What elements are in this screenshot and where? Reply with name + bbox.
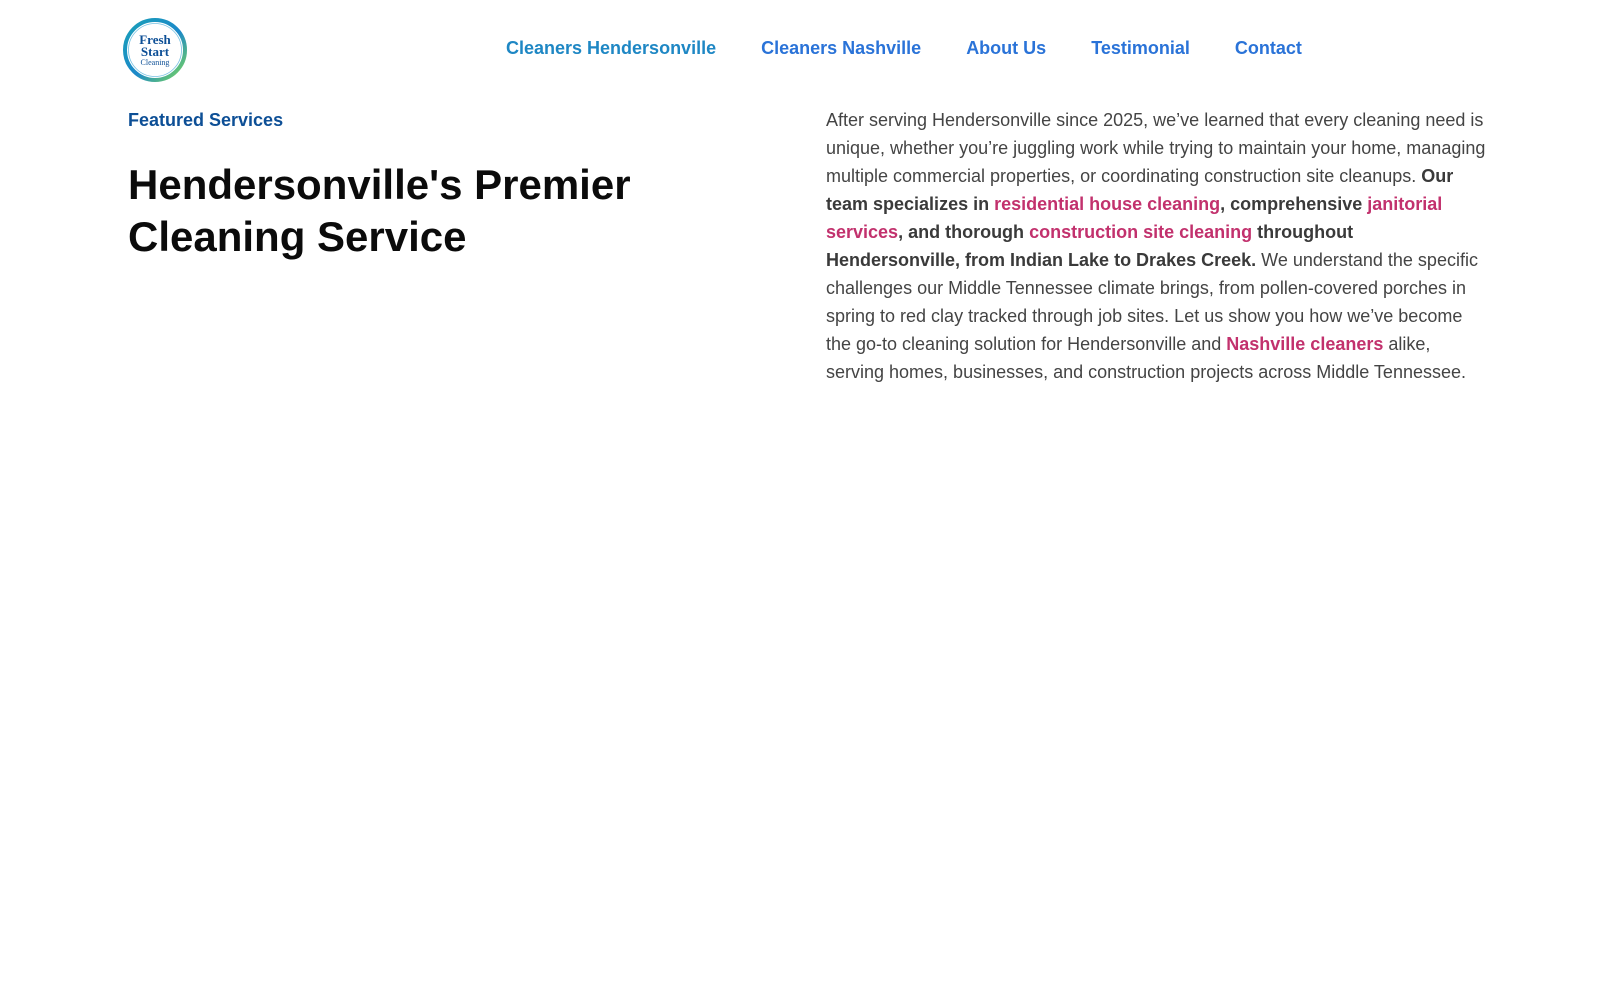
logo-text-line3: Cleaning	[140, 58, 170, 67]
specialties-connector-1: , comprehensive	[1220, 194, 1368, 214]
page-title-line2: Cleaning Service	[128, 213, 467, 260]
intro-text: After serving Hendersonville since 2025, we’ve learned that every cleaning need is unique, whether you’re juggling work while trying to maintain your home, managing multiple commercial properties, or coordinating construction site cleanups.	[826, 110, 1486, 186]
services-description	[826, 106, 1486, 386]
main-nav	[506, 36, 1302, 60]
nav-item	[761, 36, 921, 60]
page-title	[128, 159, 748, 263]
site-logo[interactable]	[122, 17, 188, 83]
logo-text-line2: Start	[140, 44, 170, 59]
nav-item	[1235, 36, 1302, 60]
nashville-cleaners-link[interactable]: Nashville cleaners	[1226, 334, 1384, 354]
residential-house-cleaning-link[interactable]: residential house cleaning	[994, 194, 1221, 214]
specialties-connector-2: , and thorough	[898, 222, 1030, 242]
site-header	[0, 0, 1600, 100]
specialties-lead: Our team specializes in	[826, 166, 1454, 214]
climate-text: We understand the specific challenges our Middle Tennessee climate brings, from pollen-covered porches in spring to red clay tracked through job sites. Let us show you how we’ve become the go-to cleaning solution for Hendersonville and	[826, 250, 1478, 354]
logo-icon	[122, 17, 188, 83]
nav-link-cleaners-nashville[interactable]: Cleaners Nashville	[761, 38, 922, 58]
logo-text-line1: Fresh	[139, 32, 171, 47]
nav-link-contact[interactable]: Contact	[1234, 38, 1302, 58]
section-eyebrow: Featured Services	[128, 110, 284, 130]
page-title-line1: Hendersonville's Premier	[128, 161, 631, 208]
description-paragraph	[826, 106, 1486, 386]
nav-item	[506, 36, 716, 60]
closing-text: alike, serving homes, businesses, and construction projects across Middle Tennessee.	[826, 334, 1467, 382]
nav-link-testimonial[interactable]: Testimonial	[1091, 38, 1190, 58]
nav-item	[966, 36, 1046, 60]
nav-link-about-us[interactable]: About Us	[966, 38, 1047, 58]
construction-site-cleaning-link[interactable]: construction site cleaning	[1029, 222, 1253, 242]
specialties-tail: throughout Hendersonville, from Indian Lake to Drakes Creek.	[826, 222, 1354, 270]
janitorial-services-link[interactable]: janitorial services	[826, 194, 1443, 242]
featured-services-intro	[128, 107, 748, 263]
nav-link-cleaners-hendersonville[interactable]: Cleaners Hendersonville	[506, 38, 717, 58]
nav-item	[1091, 36, 1190, 60]
